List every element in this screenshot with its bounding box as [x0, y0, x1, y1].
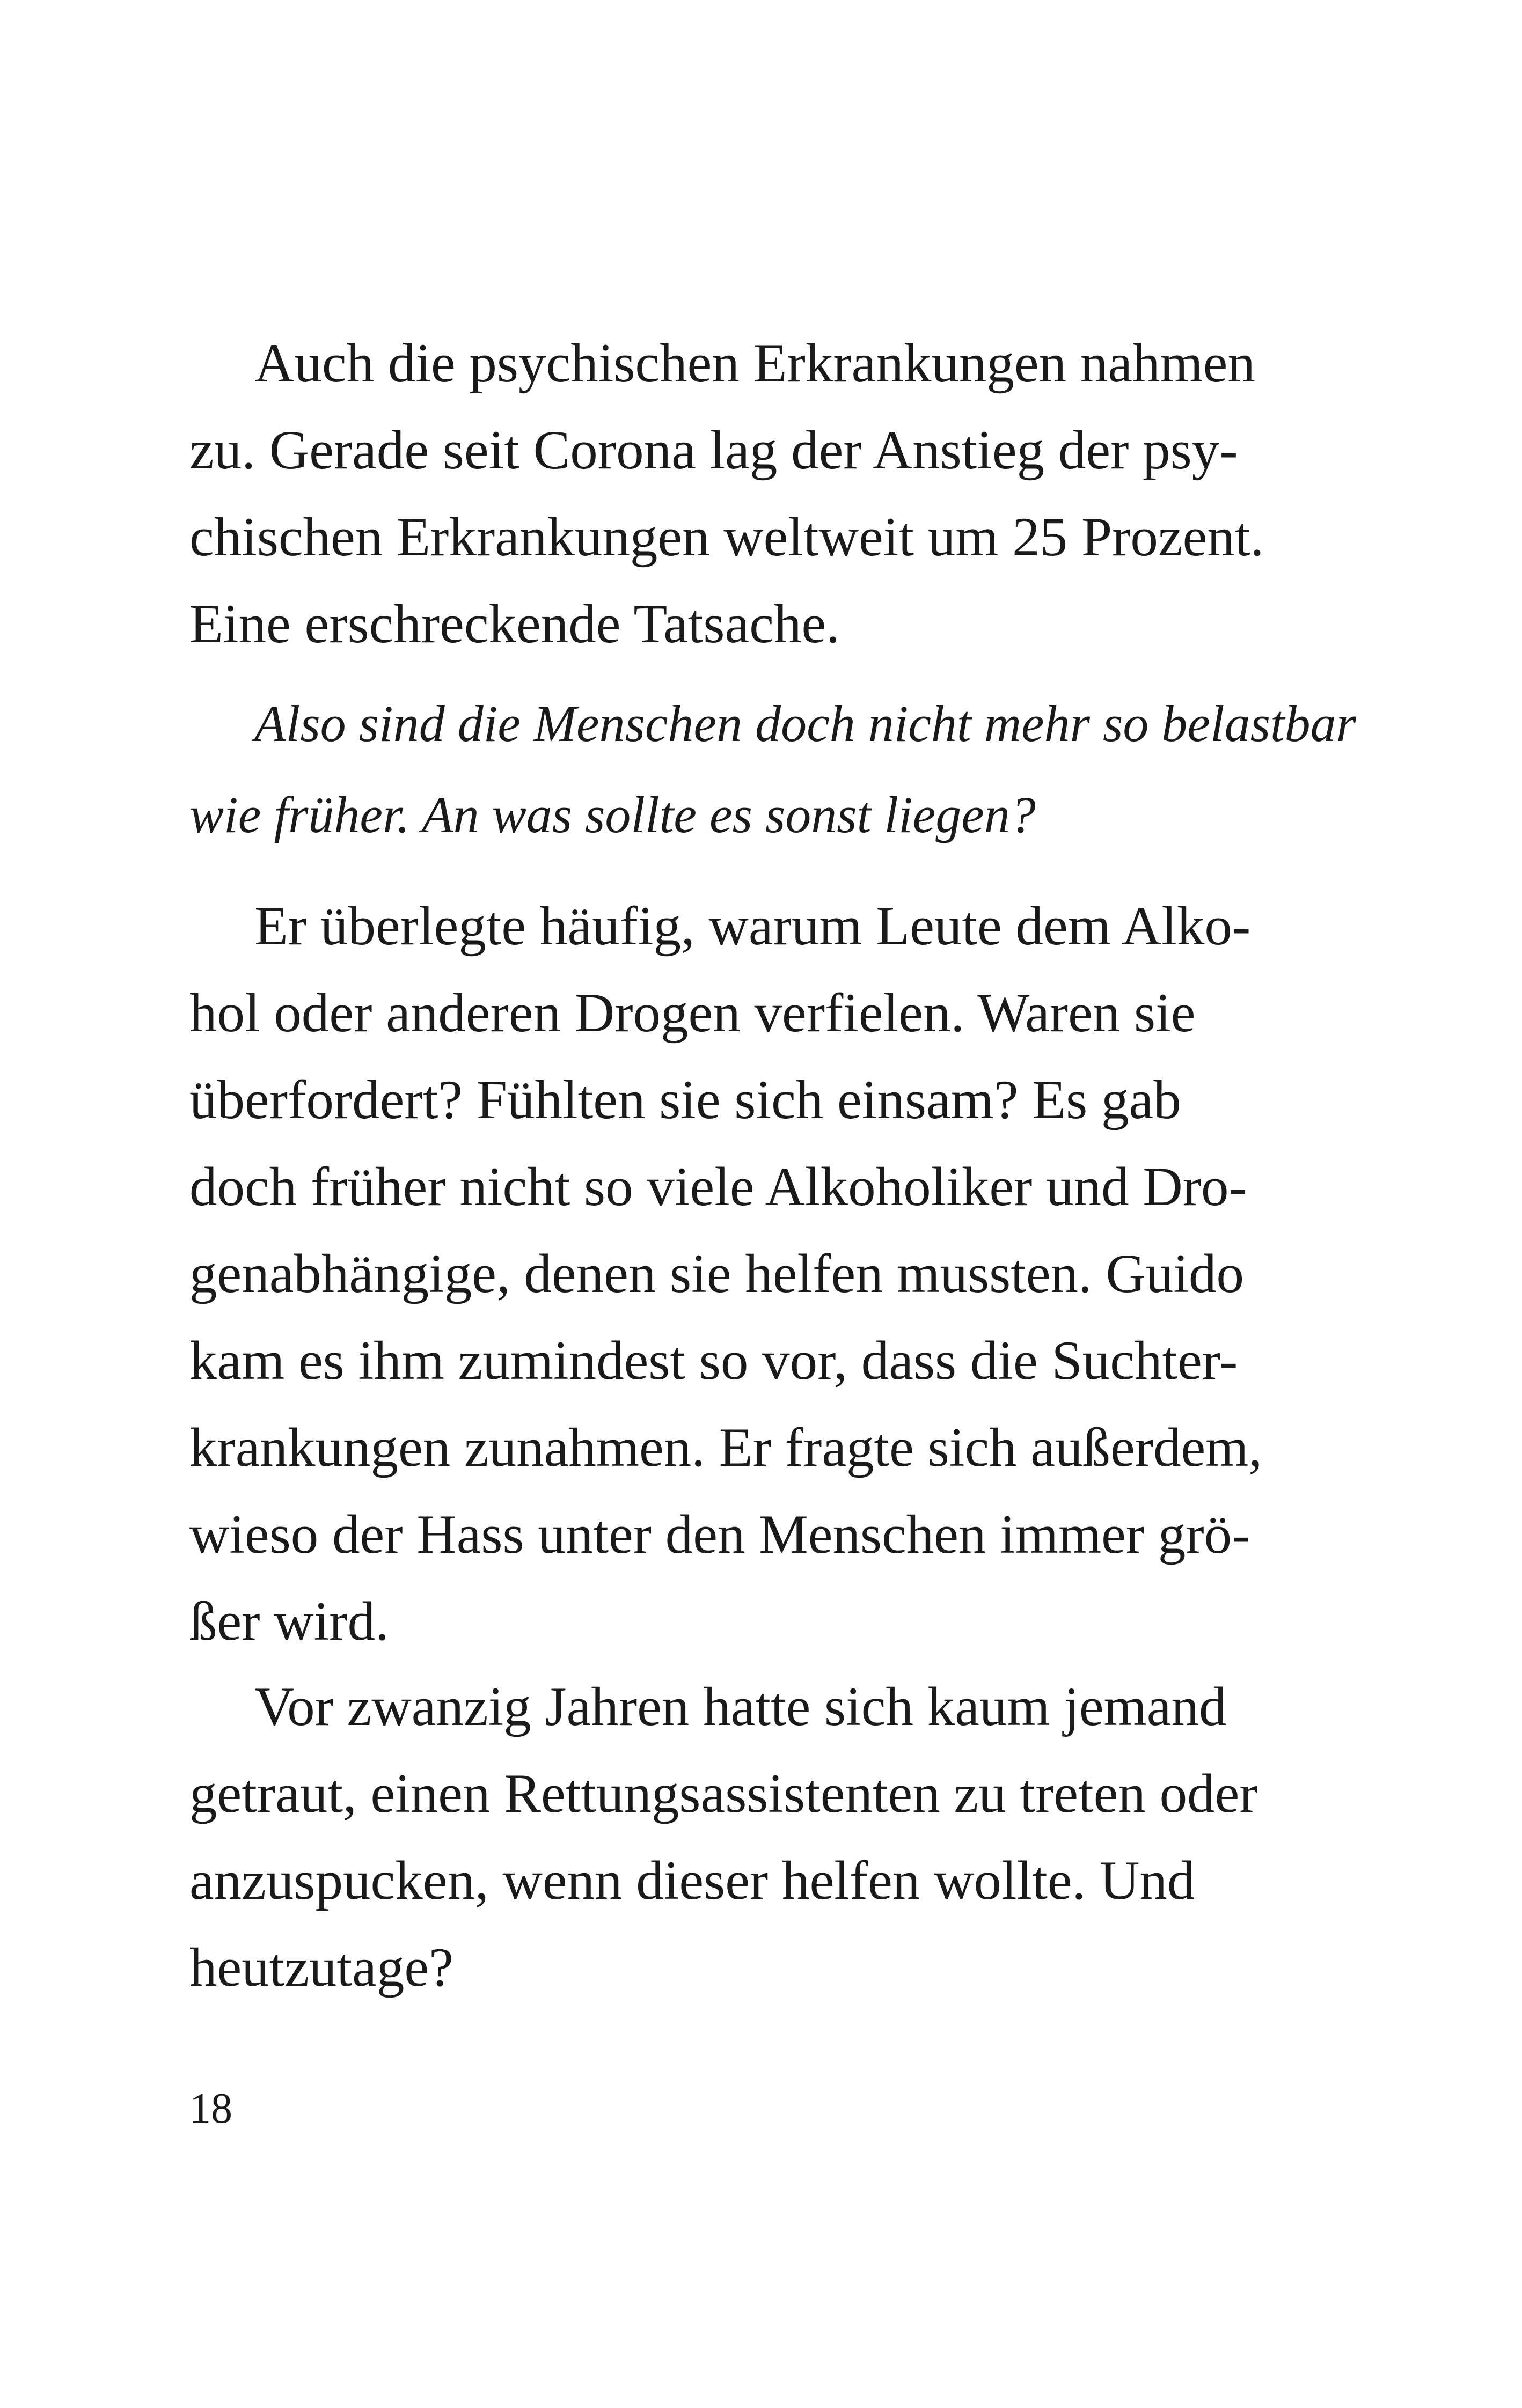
text-line: getraut, einen Rettungsassistenten zu treten oder	[189, 1763, 1258, 1824]
text-line: anzuspucken, wenn dieser helfen wollte. Und	[189, 1850, 1195, 1911]
text-line: doch früher nicht so viele Alkoholiker und Dro-	[189, 1156, 1247, 1217]
paragraph-3	[189, 883, 1284, 1665]
text-line: Eine erschreckende Tatsache.	[189, 593, 840, 655]
text-line: Er überlegte häufig, warum Leute dem Alko-	[254, 895, 1251, 957]
text-line: Auch die psychischen Erkrankungen nahmen	[254, 333, 1255, 394]
text-line: kam es ihm zumindest so vor, dass die Suchter-	[189, 1330, 1238, 1391]
paragraph-1	[189, 320, 1284, 667]
text-line: krankungen zunahmen. Er fragte sich außerdem,	[189, 1417, 1263, 1478]
page-number: 18	[189, 2085, 232, 2132]
paragraph-2-italic-thought	[189, 678, 1357, 861]
text-line: Vor zwanzig Jahren hatte sich kaum jemand	[254, 1676, 1227, 1737]
text-line: genabhängige, denen sie helfen mussten. Guido	[189, 1243, 1245, 1304]
text-line: zu. Gerade seit Corona lag der Anstieg der psy-	[189, 420, 1238, 481]
text-line: ßer wird.	[189, 1591, 389, 1652]
paragraph-4	[189, 1663, 1284, 2011]
text-line: chischen Erkrankungen weltweit um 25 Prozent.	[189, 506, 1264, 568]
text-line: heutzutage?	[189, 1937, 453, 1998]
text-line: Also sind die Menschen doch nicht mehr so belastbar	[254, 695, 1357, 752]
text-line: überfordert? Fühlten sie sich einsam? Es gab	[189, 1069, 1181, 1130]
text-line: wieso der Hass unter den Menschen immer grö-	[189, 1504, 1250, 1565]
text-line: hol oder anderen Drogen verfielen. Waren sie	[189, 982, 1196, 1044]
text-line: wie früher. An was sollte es sonst liegen?	[189, 786, 1036, 843]
